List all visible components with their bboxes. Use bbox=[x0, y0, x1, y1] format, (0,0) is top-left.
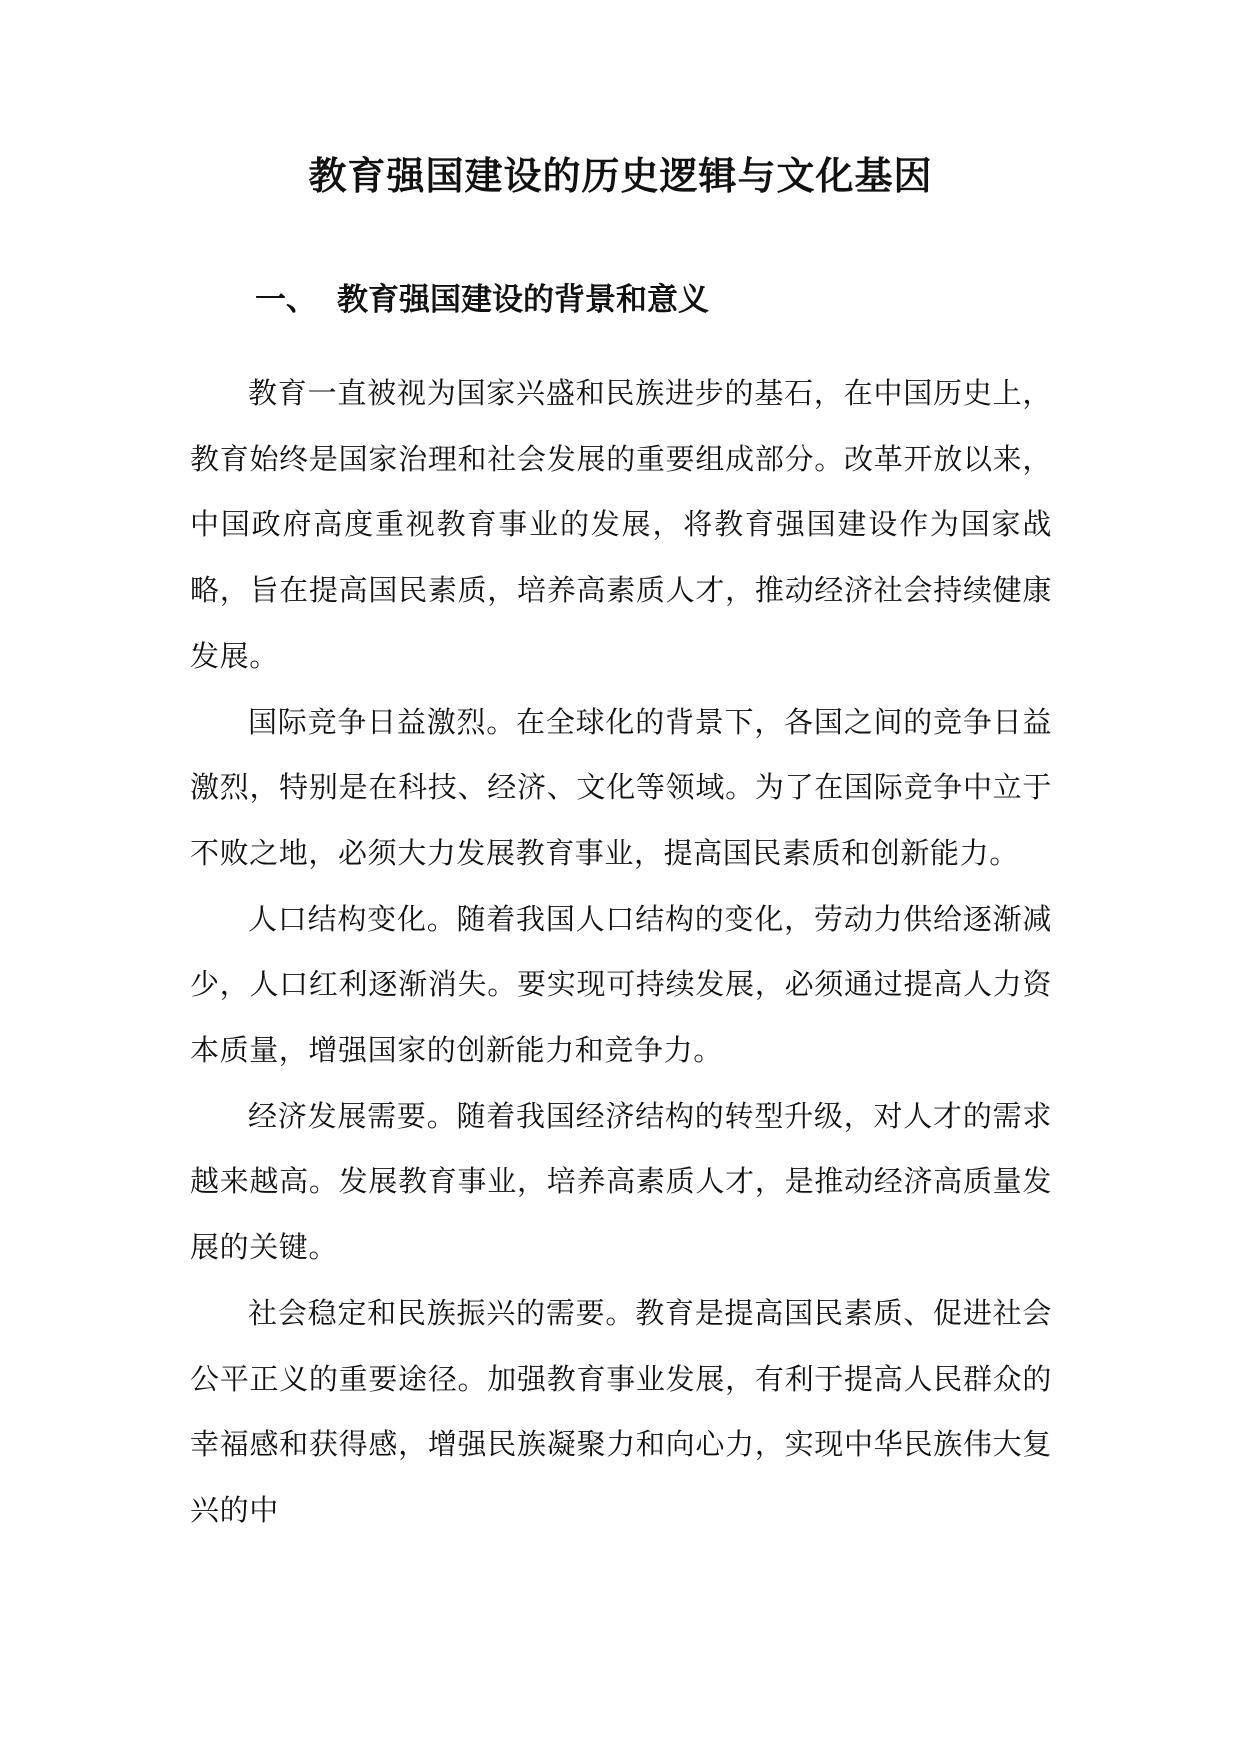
paragraph-social-stability: 社会稳定和民族振兴的需要。教育是提高国民素质、促进社会公平正义的重要途径。加强教育事业发展，有利于提高人民群众的幸福感和获得感，增强民族凝聚力和向心力，实现中华民族伟大复兴的中 bbox=[190, 1295, 1052, 1527]
paragraph-economic-development: 经济发展需要。随着我国经济结构的转型升级，对人才的需求越来越高。发展教育事业，培养高素质人才，是推动经济高质量发展的关键。 bbox=[190, 1098, 1052, 1265]
section-heading bbox=[255, 276, 709, 324]
section-number: 一、 bbox=[255, 282, 317, 318]
paragraph-intro: 教育一直被视为国家兴盛和民族进步的基石，在中国历史上，教育始终是国家治理和社会发展的重要组成部分。改革开放以来，中国政府高度重视教育事业的发展，将教育强国建设作为国家战略，旨在提高国民素质，培养高素质人才，推动经济社会持续健康发展。 bbox=[190, 376, 1052, 673]
paragraph-population-structure: 人口结构变化。随着我国人口结构的变化，劳动力供给逐渐减少，人口红利逐渐消失。要实现可持续发展，必须通过提高人力资本质量，增强国家的创新能力和竞争力。 bbox=[190, 901, 1052, 1068]
paragraph-international-competition: 国际竞争日益激烈。在全球化的背景下，各国之间的竞争日益激烈，特别是在科技、经济、文化等领域。为了在国际竞争中立于不败之地，必须大力发展教育事业，提高国民素质和创新能力。 bbox=[190, 704, 1052, 870]
document-body bbox=[190, 361, 1052, 1544]
document-title: 教育强国建设的历史逻辑与文化基因 bbox=[308, 153, 933, 198]
section-heading-text: 教育强国建设的背景和意义 bbox=[337, 282, 709, 318]
